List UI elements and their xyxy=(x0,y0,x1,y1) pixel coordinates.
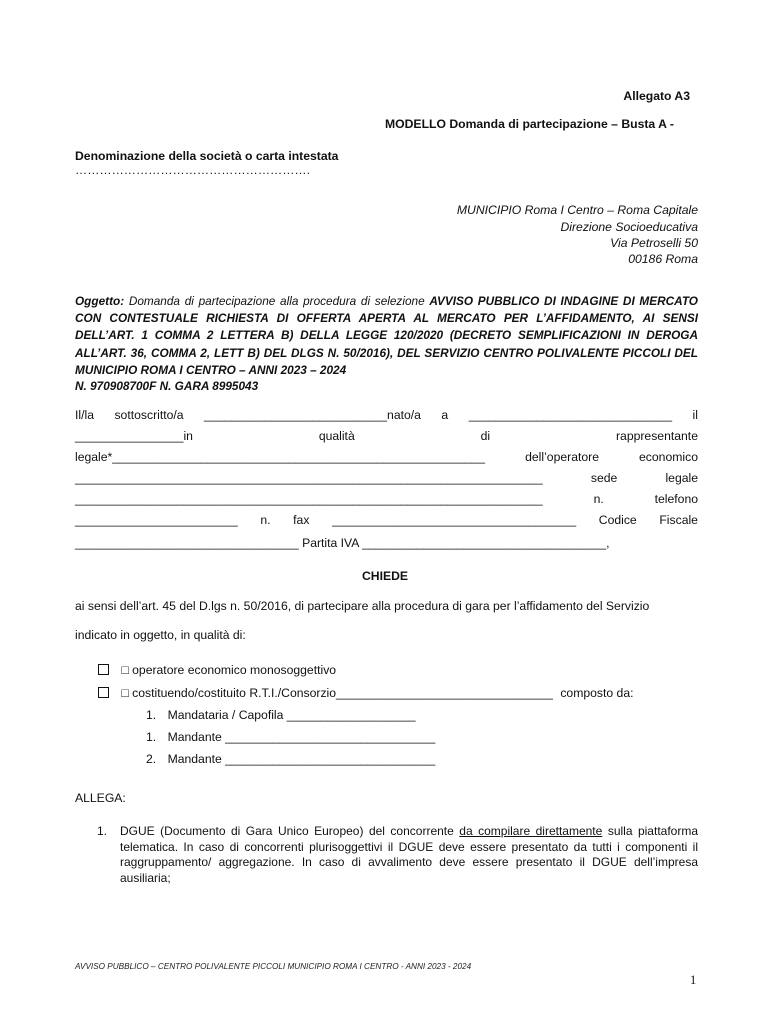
form-field: ____________________________________ xyxy=(332,513,577,527)
recipient-line1: MUNICIPIO Roma I Centro – Roma Capitale xyxy=(456,203,698,217)
form-text: a xyxy=(441,408,449,422)
sub-item-label: Mandante _______________________________ xyxy=(167,752,436,766)
form-text: Il/la xyxy=(75,408,94,422)
sub-item-number: 1. xyxy=(146,708,157,722)
recipient-line4: 00186 Roma xyxy=(628,252,698,266)
gara-number: N. 970908700F N. GARA 8995043 xyxy=(75,379,259,393)
sub-item xyxy=(146,708,416,722)
sub-item-label: Mandante _______________________________ xyxy=(167,730,436,744)
form-text: rappresentante xyxy=(615,429,698,443)
form-text: economico xyxy=(639,450,698,464)
form-field: ______________________________ xyxy=(468,408,673,422)
form-field: _____________________________________________________________________ xyxy=(75,492,543,506)
denominazione-label: Denominazione della società o carta intestata xyxy=(75,149,339,163)
denominazione-dots: …………………………………………………. xyxy=(75,163,310,177)
sub-item xyxy=(146,730,435,744)
form-text: dell’operatore xyxy=(525,450,599,464)
form-text: legale xyxy=(665,471,698,485)
allega-item-number: 1. xyxy=(97,824,108,838)
form-field: ___________________________nato/a xyxy=(204,408,421,422)
oggetto-label: Oggetto: xyxy=(75,294,125,308)
oggetto-intro: Domanda di partecipazione alla procedura di selezione xyxy=(128,294,425,308)
form-row-2 xyxy=(75,429,698,443)
form-row-1 xyxy=(75,408,698,422)
form-row-7: _________________________________ Partita IVA ____________________________________, xyxy=(75,536,610,550)
oggetto-title: AVVISO PUBBLICO DI INDAGINE DI MERCATO CON CONTESTUALE RICHIESTA DI OFFERTA APERTA AL MERCATO PER L’AFFIDAMENTO, AI SENSI DELL’ART. 1 COMMA 2 LETTERA B) DELLA LEGGE 120/2020 (DECRETO SEMPLIFICAZIONI IN DEROGA ALL’ART. 36, COMMA 2, LETT B) DEL DLGS N. 50/2016), DEL SERVIZIO CENTRO POLIVALENTE PICCOLI DEL MUNICIPIO ROMA I CENTRO – ANNI 2023 – 2024 xyxy=(75,294,698,377)
recipient-line2: Direzione Socioeducativa xyxy=(560,220,698,234)
form-text: il xyxy=(692,408,698,422)
form-text: Fiscale xyxy=(659,513,698,527)
form-text: qualità xyxy=(318,429,355,443)
form-text: n. xyxy=(593,492,604,506)
allega-underlined: da compilare direttamente xyxy=(459,824,603,838)
form-field: legale*_______________________________________________________ xyxy=(75,450,486,464)
form-text: sede xyxy=(590,471,618,485)
form-text: fax xyxy=(293,513,310,527)
chiede-para-1: ai sensi dell’art. 45 del D.lgs n. 50/2016, di partecipare alla procedura di gara per l’affidamento del Servizio xyxy=(75,599,650,613)
recipient-line3: Via Petroselli 50 xyxy=(610,236,698,250)
allegato-label: Allegato A3 xyxy=(623,89,690,103)
form-row-6 xyxy=(75,513,698,527)
oggetto-block xyxy=(75,293,698,379)
footer-text: AVVISO PUBBLICO – CENTRO POLIVALENTE PICCOLI MUNICIPIO ROMA I CENTRO - ANNI 2023 - 2024 xyxy=(75,962,472,971)
form-row-5 xyxy=(75,492,698,506)
option-monosoggettivo[interactable] xyxy=(98,663,336,677)
page-number: 1 xyxy=(690,973,697,987)
option-label: □ operatore economico monosoggettivo xyxy=(121,663,337,677)
sub-item-label: Mandataria / Capofila ___________________ xyxy=(167,708,416,722)
sub-item xyxy=(146,752,435,766)
form-text: sottoscritto/a xyxy=(114,408,184,422)
form-text: Codice xyxy=(598,513,637,527)
form-field: ________________in xyxy=(75,429,193,443)
option-label: □ costituendo/costituito R.T.I./Consorzio________________________________ xyxy=(121,686,553,700)
form-row-4 xyxy=(75,471,698,485)
allega-title: ALLEGA: xyxy=(75,791,126,805)
checkbox-icon[interactable] xyxy=(98,664,109,675)
checkbox-icon[interactable] xyxy=(98,687,109,698)
form-field: _____________________________________________________________________ xyxy=(75,471,543,485)
modello-title: MODELLO Domanda di partecipazione – Busta A - xyxy=(385,117,674,131)
allega-text: DGUE (Documento di Gara Unico Europeo) del concorrente xyxy=(120,824,454,838)
allega-item-text xyxy=(120,824,698,886)
chiede-title: CHIEDE xyxy=(361,569,409,583)
allega-text: sulla piattaforma telematica. In caso di concorrenti plurisoggettivi il DGUE deve essere presentato da tutti i componenti il raggruppamento/ aggregazione. In caso di avvalimento deve essere presentato il DGUE dell’impresa ausiliaria; xyxy=(120,824,698,885)
sub-item-number: 1. xyxy=(146,730,157,744)
form-row-3 xyxy=(75,450,698,464)
form-text: di xyxy=(480,429,491,443)
form-text: telefono xyxy=(654,492,698,506)
form-text: n. xyxy=(260,513,271,527)
option-rti-consorzio[interactable] xyxy=(98,686,634,700)
option-suffix: composto da: xyxy=(560,686,634,700)
sub-item-number: 2. xyxy=(146,752,157,766)
form-field: ________________________ xyxy=(75,513,238,527)
chiede-para-2: indicato in oggetto, in qualità di: xyxy=(75,628,246,642)
